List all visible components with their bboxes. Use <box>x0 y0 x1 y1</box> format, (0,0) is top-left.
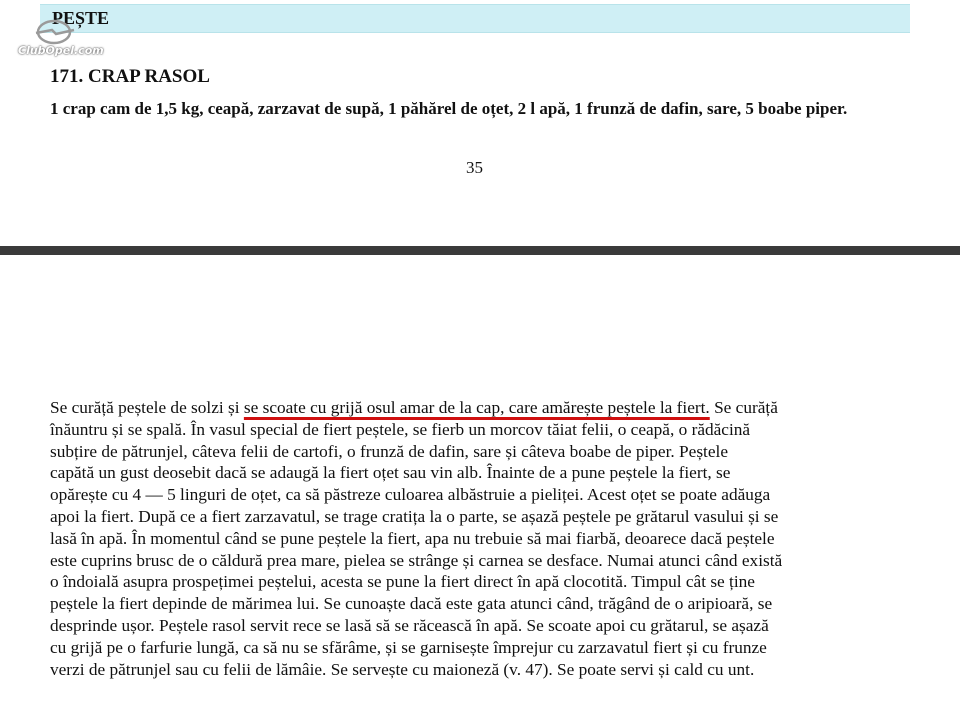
instruction-line: o îndoială asupra prospețimei peștelui, acesta se pune la fiert direct în apă clocotită. Timpul cât se ține <box>50 572 755 592</box>
instruction-line: capătă un gust deosebit dacă se adaugă la fiert oțet sau vin alb. Înainte de a pune peștele la fiert, se <box>50 463 731 483</box>
section-title: PEȘTE <box>52 8 110 28</box>
page-divider <box>0 246 960 255</box>
instruction-line: este cuprins brusc de o căldură prea mare, pielea se strânge și carnea se desface. Numai atunci când există <box>50 550 783 570</box>
watermark-logo <box>12 18 112 62</box>
section-banner <box>40 4 910 33</box>
instruction-line: verzi de pătrunjel sau cu felii de lămâie. Se servește cu maioneză (v. 47). Se poate servi și cald cu unt. <box>50 659 755 679</box>
instruction-line: opărește cu 4 — 5 linguri de oțet, ca să păstreze culoarea albăstruie a pieliței. Acest oțet se poate adăuga <box>50 485 771 505</box>
instruction-line: peștele la fiert depinde de mărimea lui. Se cunoaște dacă este gata atunci când, trăgând de o aripioară, se <box>50 594 773 614</box>
instruction-line: lasă în apă. În momentul când se pune peștele la fiert, apa nu trebuie să mai fiarbă, deoarece dacă peștele <box>50 528 775 548</box>
recipe-title: 171. CRAP RASOL <box>50 66 210 87</box>
instruction-text: Se curăță <box>709 398 778 417</box>
watermark-text: ClubOpel.com <box>18 44 104 57</box>
instruction-line <box>50 397 910 419</box>
underlined-text: se scoate cu grijă osul amar de la cap, care amărește peștele la fiert. <box>243 398 710 417</box>
recipe-instructions <box>50 397 910 680</box>
instruction-line: cu grijă pe o farfurie lungă, ca să nu se sfărâme, și se garnisește împrejur cu zarzavatul fiert și cu frunze <box>50 637 767 657</box>
page-number: 35 <box>466 158 483 177</box>
instruction-line: subțire de pătrunjel, câteva felii de cartofi, o frunză de dafin, sare și câteva boabe de piper. Peștele <box>50 441 728 461</box>
instruction-line: apoi la fiert. După ce a fiert zarzavatul, se trage cratița la o parte, se așază peștele pe grătarul vasului și se <box>50 506 779 526</box>
instruction-line: desprinde ușor. Peștele rasol servit rece se lasă să se răcească în apă. Se scoate apoi cu grătarul, se așază <box>50 615 769 635</box>
ingredients-list: 1 crap cam de 1,5 kg, ceapă, zarzavat de supă, 1 păhărel de oțet, 2 l apă, 1 frunză de dafin, sare, 5 boabe piper. <box>50 99 848 118</box>
instruction-line: înăuntru și se spală. În vasul special de fiert peștele, se fierb un morcov tăiat felii, o ceapă, o rădăcină <box>50 419 751 439</box>
instruction-text: Se curăță peștele de solzi și <box>50 398 244 417</box>
